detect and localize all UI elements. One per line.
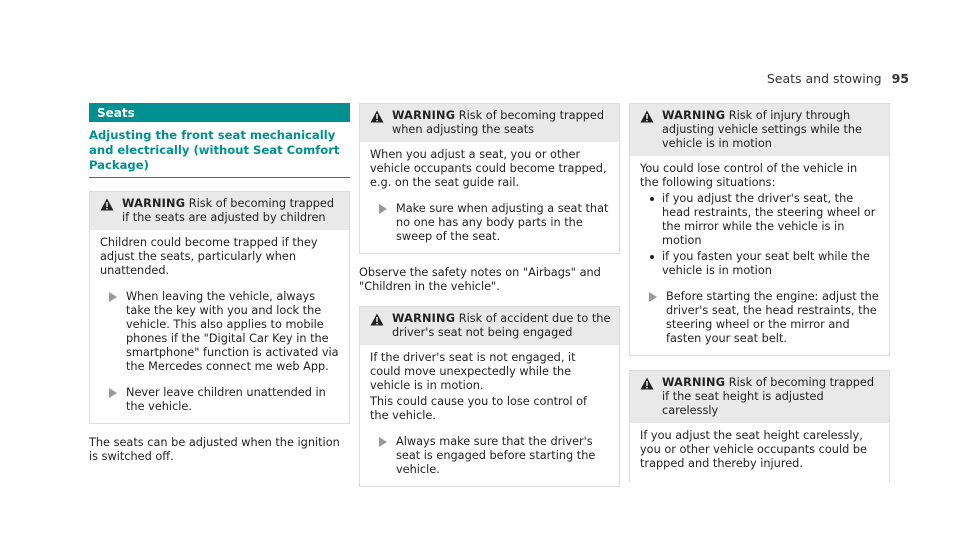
warning-title: Risk of becoming trapped if the seats are adjusted by children [122, 197, 335, 224]
warning-text: Children could become trapped if they adjust the seats, particularly when unattended. [100, 236, 318, 277]
warning-text: This could cause you to lose control of the vehicle. [370, 395, 587, 422]
action-text: Never leave children unattended in the vehicle. [126, 386, 326, 413]
warning-label: WARNING [392, 312, 456, 325]
warning-icon [100, 198, 114, 211]
action-text: Before starting the engine: adjust the driver's seat, the head restraints, the steering wheel or the mirror and fasten your seat belt. [666, 290, 879, 345]
warning-text: If the driver's seat is not engaged, it could move unexpectedly while the vehicle is in motion. [370, 351, 576, 392]
section-title: Seats [89, 103, 350, 122]
paragraph: Observe the safety notes on "Airbags" and "Children in the vehicle". [359, 266, 601, 293]
page-header [767, 71, 909, 86]
header-title: Seats and stowing [766, 71, 882, 86]
warning-title: Risk of becoming trapped if the seat height is adjusted carelessly [662, 376, 875, 417]
warning-icon [640, 110, 654, 123]
action-item [370, 202, 609, 244]
action-item [100, 386, 339, 414]
action-text: When leaving the vehicle, always take the key with you and lock the vehicle. This also applies to mobile phones if the "Digital Car Key in the smartphone" function is activated via the Mercedes connect me web App. [126, 290, 339, 373]
action-text: Make sure when adjusting a seat that no one has any body parts in the sweep of the seat. [396, 202, 609, 243]
column-1 [89, 103, 350, 464]
arrow-right-icon [109, 292, 117, 302]
warning-body [90, 230, 349, 423]
warning-title: Risk of accident due to the driver's seat not being engaged [392, 312, 611, 339]
warning-box [359, 103, 620, 254]
warning-box [629, 103, 890, 356]
arrow-right-icon [379, 204, 387, 214]
warning-header [90, 192, 349, 230]
warning-body [360, 345, 619, 486]
bullet-item: if you adjust the driver's seat, the head restraints, the steering wheel or the mirror while the vehicle is in motion [640, 192, 879, 248]
subheading: Adjusting the front seat mechanically and electrically (without Seat Comfort Package) [89, 128, 350, 178]
bullet-item: if you fasten your seat belt while the vehicle is in motion [640, 250, 879, 278]
warning-header [360, 307, 619, 345]
column-2 [359, 103, 620, 487]
action-item [100, 290, 339, 374]
warning-box [89, 191, 350, 424]
arrow-right-icon [109, 388, 117, 398]
action-item [640, 290, 879, 346]
warning-icon [370, 110, 384, 123]
warning-body [630, 156, 889, 355]
warning-header [630, 371, 889, 423]
arrow-right-icon [379, 437, 387, 447]
warning-text: If you adjust the seat height carelessly, you or other vehicle occupants could be trapped and thereby injured. [640, 429, 867, 470]
warning-icon [640, 377, 654, 390]
warning-text: You could lose control of the vehicle in the following situations: [640, 162, 858, 189]
warning-box [359, 306, 620, 487]
warning-box [629, 370, 890, 482]
paragraph: The seats can be adjusted when the ignition is switched off. [89, 436, 340, 463]
arrow-right-icon [649, 292, 657, 302]
warning-label: WARNING [662, 109, 726, 122]
warning-label: WARNING [122, 197, 186, 210]
warning-body [630, 423, 889, 482]
warning-header [360, 104, 619, 142]
action-item [370, 435, 609, 477]
warning-title: Risk of injury through adjusting vehicle settings while the vehicle is in motion [662, 109, 862, 150]
warning-label: WARNING [662, 376, 726, 389]
warning-label: WARNING [392, 109, 456, 122]
warning-icon [370, 313, 384, 326]
column-3 [629, 103, 890, 482]
action-text: Always make sure that the driver's seat is engaged before starting the vehicle. [396, 435, 596, 476]
warning-text: When you adjust a seat, you or other vehicle occupants could become trapped, e.g. on the seat guide rail. [370, 148, 607, 189]
warning-header [630, 104, 889, 156]
warning-body [360, 142, 619, 253]
page-number: 95 [891, 71, 909, 86]
warning-title: Risk of becoming trapped when adjusting the seats [392, 109, 605, 136]
